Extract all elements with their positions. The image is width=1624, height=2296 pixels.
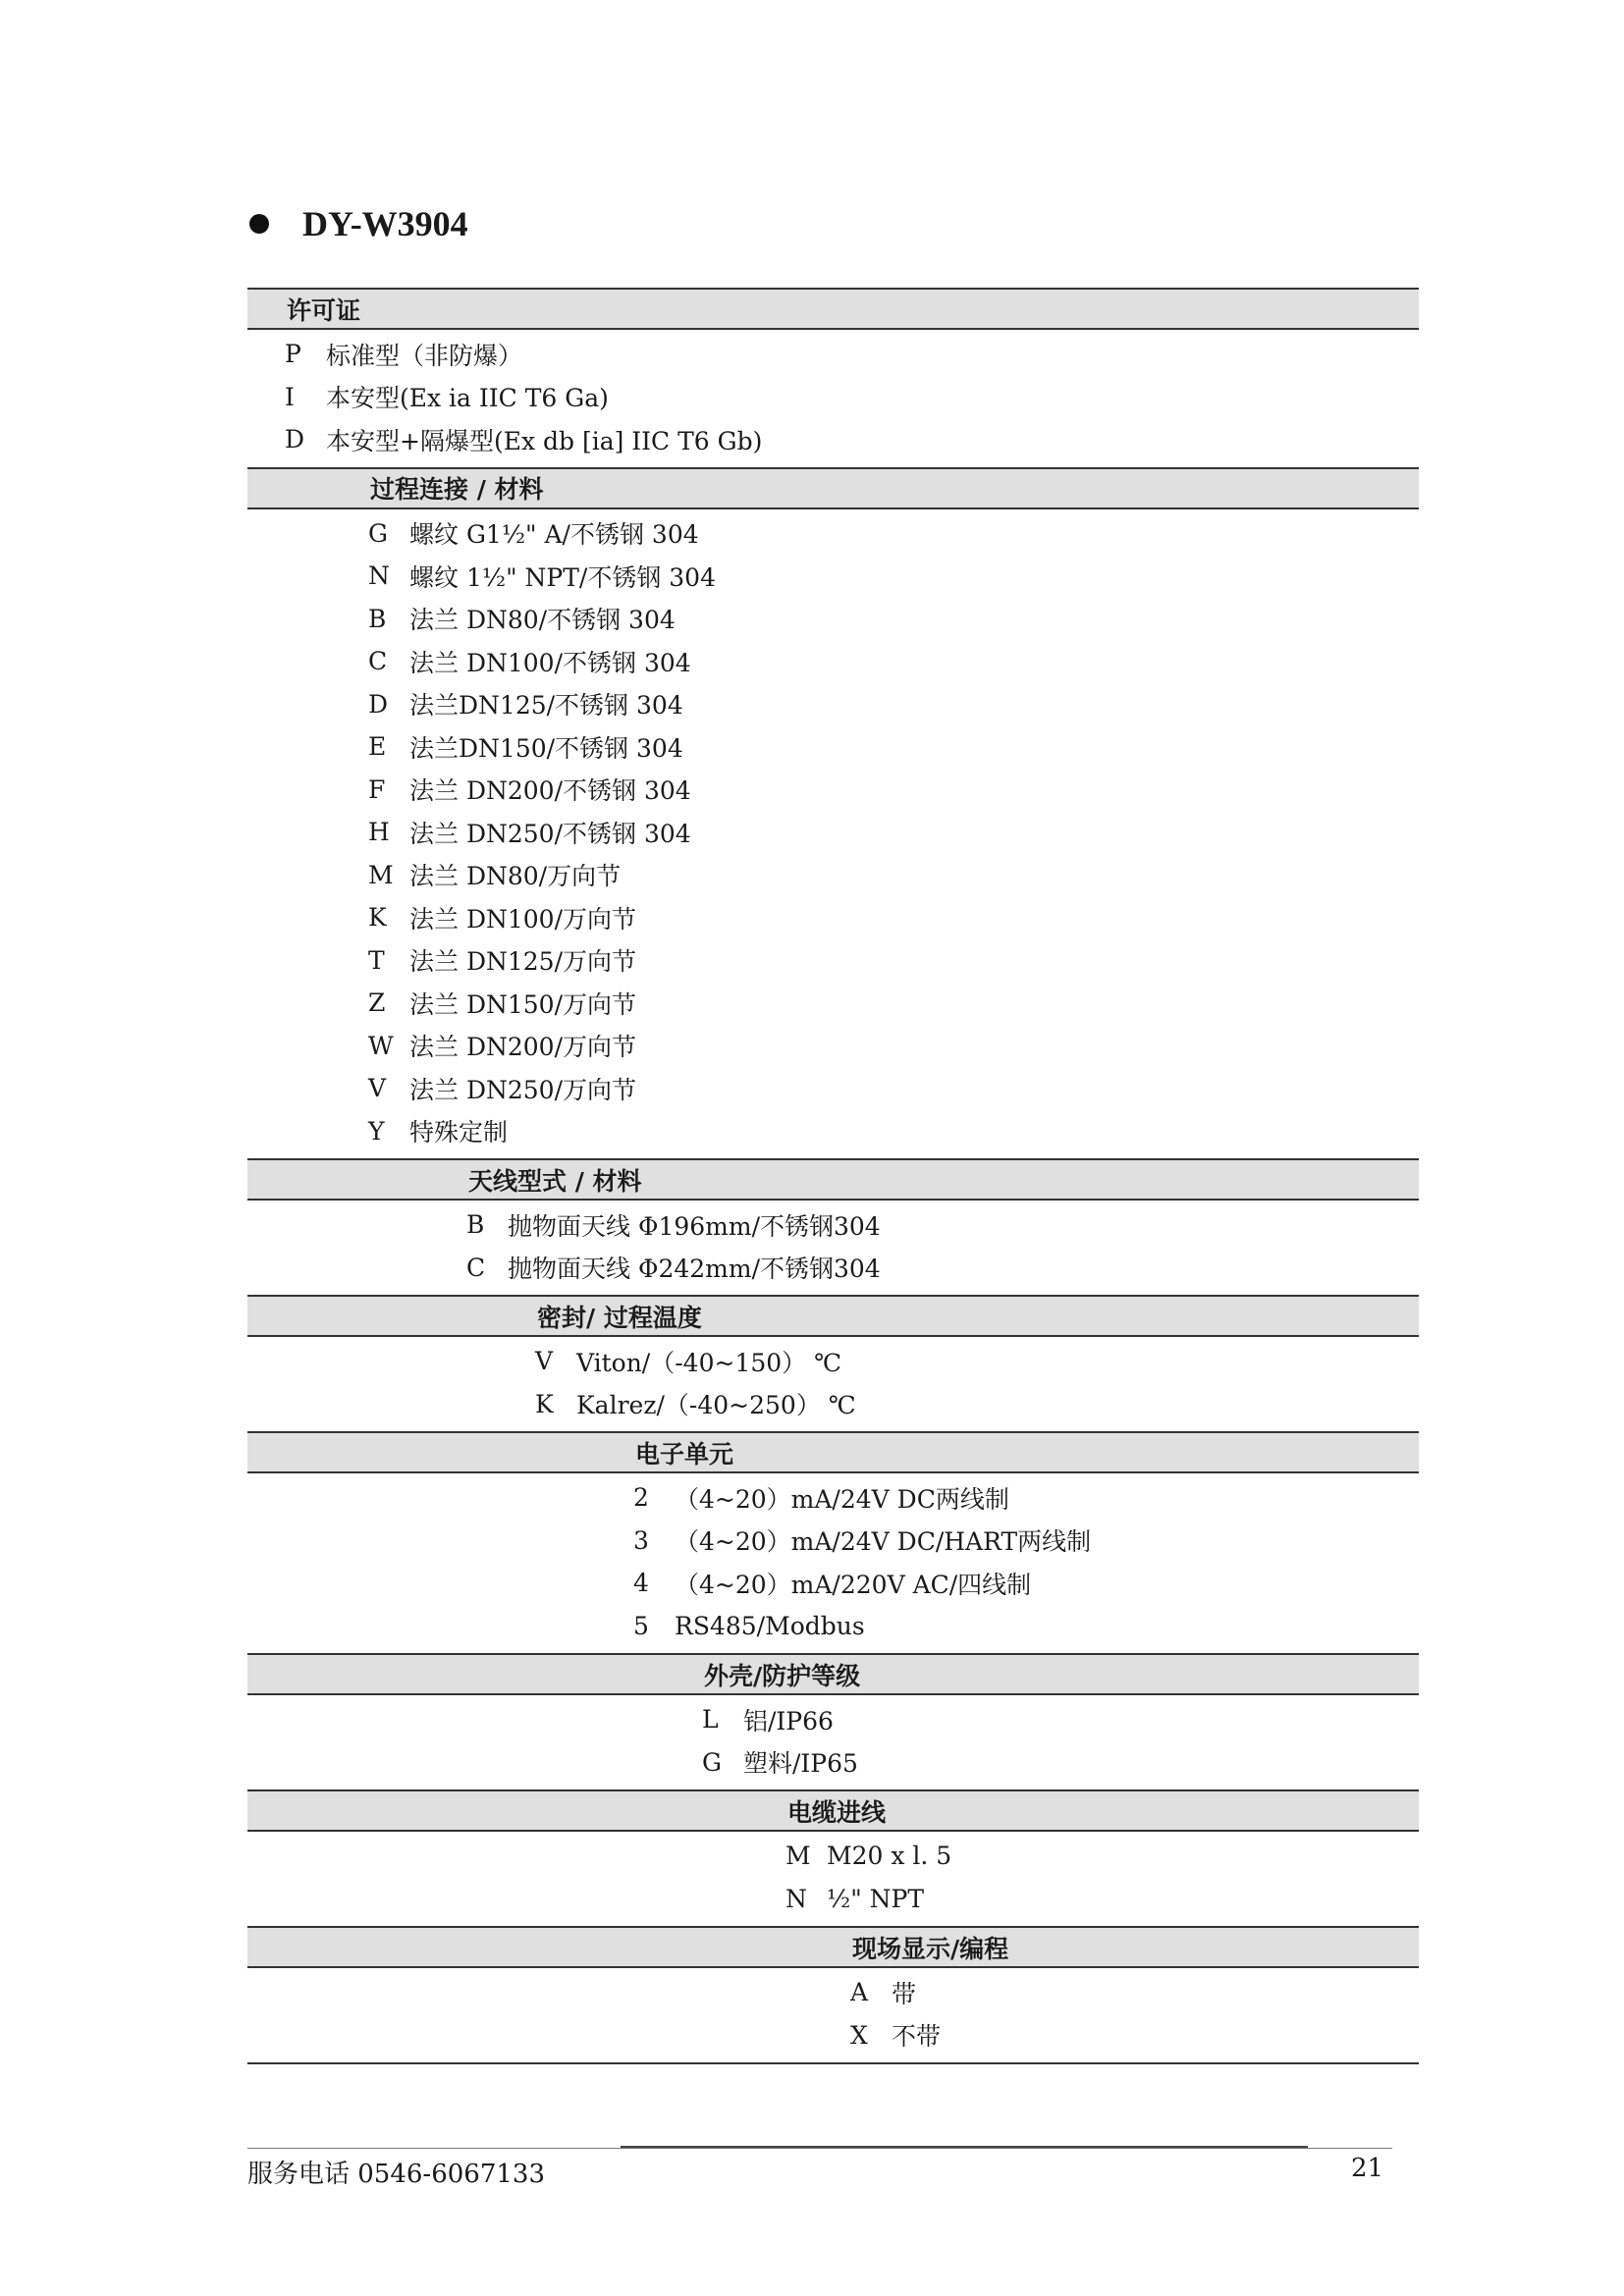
option-text: 螺纹 1½" NPT/不锈钢 304 [409,562,716,592]
option-row [247,854,1419,897]
option-code: G [702,1747,722,1777]
option-text: RS485/Modbus [675,1611,865,1640]
option-code: C [466,1253,486,1282]
section-heading: 电缆进线 [247,1789,1419,1832]
table-bottom-rule [247,2062,1419,2064]
option-text: 法兰DN150/不锈钢 304 [409,733,683,763]
option-row [247,1605,1419,1648]
option-row [247,333,1419,376]
option-code: I [285,382,295,411]
option-text: 法兰 DN100/不锈钢 304 [409,648,691,677]
option-code: W [368,1031,394,1060]
bullet-icon [249,214,269,234]
section-options [247,330,1419,467]
option-text: 法兰 DN200/万向节 [409,1033,637,1062]
option-code: G [368,518,388,548]
page-title: DY-W3904 [302,204,468,243]
option-row [247,418,1419,461]
option-text: 法兰DN125/不锈钢 304 [409,691,683,721]
service-phone: 服务电话 0546-6067133 [247,2160,546,2189]
option-row [247,512,1419,556]
option-row [247,811,1419,854]
option-code: K [535,1389,554,1418]
option-text: 铝/IP66 [743,1706,834,1735]
option-code: B [368,604,387,633]
option-row [247,1025,1419,1068]
section-options [247,1337,1419,1431]
option-code: V [535,1347,554,1376]
section-options [247,509,1419,1159]
title-row [249,196,468,251]
section-heading: 许可证 [247,288,1419,330]
footer-divider-accent [621,2146,1308,2148]
section-options [247,1695,1419,1789]
option-code: Z [368,988,386,1018]
option-row [247,1741,1419,1785]
option-text: （4~20）mA/24V DC两线制 [675,1484,1009,1514]
option-code: N [785,1884,807,1913]
option-code: 5 [633,1611,649,1640]
option-row [247,1340,1419,1383]
option-text: 法兰 DN100/万向节 [409,904,637,934]
option-code: M [785,1842,811,1871]
section-heading: 外壳/防护等级 [247,1653,1419,1695]
option-text: （4~20）mA/220V AC/四线制 [675,1570,1032,1599]
section-heading: 过程连接 / 材料 [247,467,1419,509]
option-code: M [368,860,394,889]
option-code: C [368,647,388,676]
option-row [247,1971,1419,2014]
option-code: V [368,1074,387,1103]
option-code: X [850,2020,868,2050]
option-text: 本安型+隔爆型(Ex db [ia] IIC T6 Gb) [326,426,763,455]
option-code: 3 [633,1525,649,1555]
option-code: D [285,425,305,454]
option-text: Kalrez/（-40~250） ℃ [576,1391,856,1420]
option-text: 法兰 DN125/万向节 [409,947,637,977]
option-text: 法兰 DN80/不锈钢 304 [409,606,676,635]
option-row [247,1110,1419,1153]
footer-divider [247,2148,1392,2149]
section-options [247,1832,1419,1926]
option-row [247,1476,1419,1520]
option-text: 法兰 DN250/不锈钢 304 [409,819,691,848]
option-code: P [285,340,301,369]
option-text: 抛物面天线 Φ242mm/不锈钢304 [508,1255,881,1284]
option-row [247,1067,1419,1110]
option-row [247,769,1419,812]
option-code: E [368,732,387,762]
option-text: 法兰 DN80/万向节 [409,862,622,891]
option-text: ½" NPT [827,1884,925,1913]
option-text: Viton/（-40~150） ℃ [576,1348,842,1377]
option-text: （4~20）mA/24V DC/HART两线制 [675,1527,1092,1557]
option-text: 特殊定制 [409,1118,509,1148]
option-code: Y [368,1116,385,1146]
section-heading: 天线型式 / 材料 [247,1158,1419,1201]
option-row [247,1247,1419,1290]
option-row [247,939,1419,983]
option-row [247,598,1419,641]
option-text: 抛物面天线 Φ196mm/不锈钢304 [508,1211,881,1241]
option-row [247,1520,1419,1563]
option-text: M20 x l. 5 [827,1842,952,1871]
model-code-table [247,288,1419,2064]
option-text: 带 [892,1979,917,2008]
option-code: N [368,561,390,591]
option-row [247,725,1419,769]
option-row [247,1878,1419,1921]
section-heading: 密封/ 过程温度 [247,1295,1419,1337]
option-text: 不带 [892,2022,942,2052]
option-row [247,1203,1419,1247]
option-row [247,683,1419,726]
section-options [247,1473,1419,1653]
option-code: B [466,1210,485,1240]
option-text: 螺纹 G1½" A/不锈钢 304 [409,520,699,550]
option-row [247,1383,1419,1426]
section-heading: 电子单元 [247,1431,1419,1473]
page-number: 21 [1351,2154,1384,2183]
option-code: D [368,689,389,719]
option-text: 塑料/IP65 [743,1749,858,1779]
section-options [247,1968,1419,2062]
option-text: 法兰 DN200/不锈钢 304 [409,776,691,806]
section-options [247,1201,1419,1295]
option-row [247,555,1419,598]
option-code: T [368,945,385,975]
option-code: 2 [633,1483,649,1513]
option-row [247,376,1419,419]
option-row [247,1562,1419,1605]
option-text: 法兰 DN150/万向节 [409,989,637,1019]
option-code: A [850,1978,869,2007]
option-row [247,1698,1419,1741]
option-text: 法兰 DN250/万向节 [409,1075,637,1104]
option-code: L [702,1705,719,1735]
section-heading: 现场显示/编程 [247,1926,1419,1968]
option-text: 本安型(Ex ia IIC T6 Ga) [326,384,609,413]
option-code: K [368,903,387,933]
option-row [247,896,1419,939]
option-row [247,982,1419,1025]
option-row [247,1835,1419,1878]
option-code: H [368,818,390,847]
option-code: F [368,774,386,804]
option-row [247,2014,1419,2057]
option-code: 4 [633,1569,649,1598]
option-text: 标准型（非防爆） [326,341,523,370]
option-row [247,640,1419,683]
